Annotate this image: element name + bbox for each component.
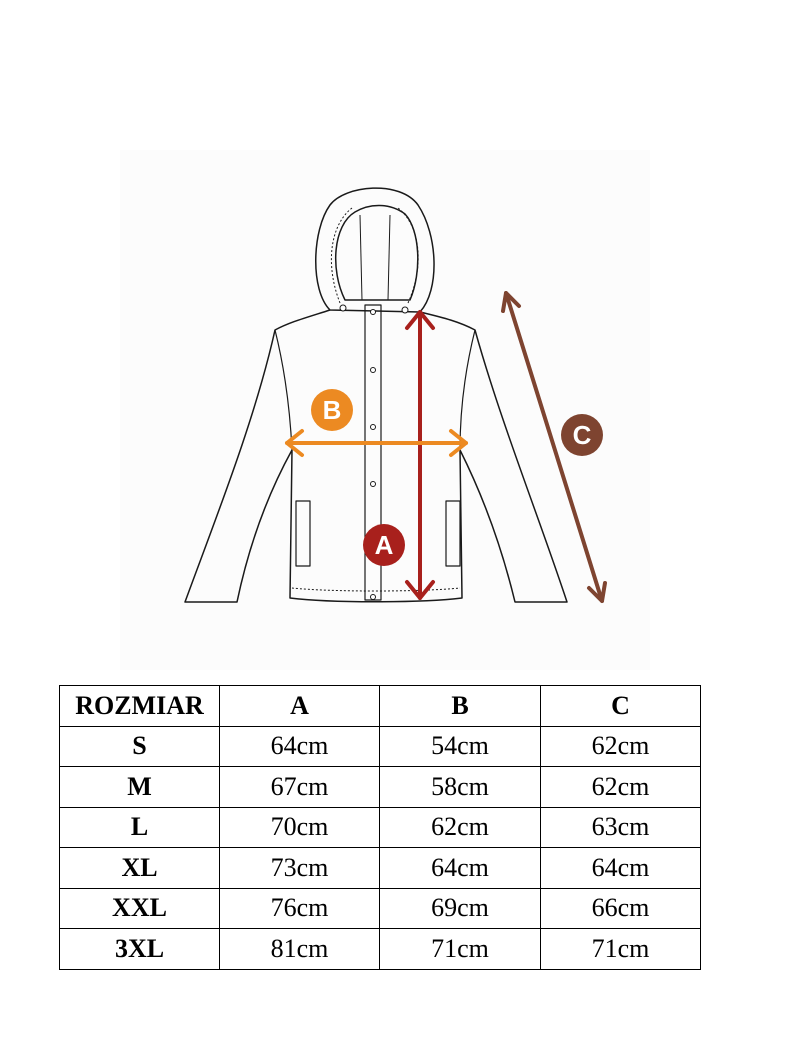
b-cell: 54cm — [380, 726, 541, 767]
header-a: A — [220, 686, 380, 727]
size-cell: XXL — [60, 888, 220, 929]
c-cell: 64cm — [541, 848, 701, 889]
size-cell: M — [60, 767, 220, 808]
b-cell: 64cm — [380, 848, 541, 889]
size-cell: XL — [60, 848, 220, 889]
a-cell: 76cm — [220, 888, 380, 929]
snap — [371, 368, 376, 373]
a-cell: 70cm — [220, 807, 380, 848]
c-cell: 66cm — [541, 888, 701, 929]
size-cell: L — [60, 807, 220, 848]
b-cell: 62cm — [380, 807, 541, 848]
figure-background — [120, 150, 650, 670]
header-b: B — [380, 686, 541, 727]
size-table — [59, 685, 701, 970]
size-cell: 3XL — [60, 929, 220, 970]
a-cell: 64cm — [220, 726, 380, 767]
c-cell: 62cm — [541, 726, 701, 767]
header-size: ROZMIAR — [60, 686, 220, 727]
table-row — [60, 726, 701, 767]
table-row — [60, 848, 701, 889]
size-cell: S — [60, 726, 220, 767]
b-cell: 69cm — [380, 888, 541, 929]
c-cell: 71cm — [541, 929, 701, 970]
marker-b — [311, 389, 353, 431]
b-cell: 71cm — [380, 929, 541, 970]
marker-c-label: C — [572, 420, 592, 450]
marker-a — [363, 524, 405, 566]
c-cell: 62cm — [541, 767, 701, 808]
marker-b-label: B — [322, 395, 342, 425]
header-c: C — [541, 686, 701, 727]
a-cell: 73cm — [220, 848, 380, 889]
table-row — [60, 807, 701, 848]
snap — [371, 595, 376, 600]
table-row — [60, 929, 701, 970]
table-header-row — [60, 686, 701, 727]
marker-c — [561, 414, 603, 456]
snap — [371, 425, 376, 430]
drawcord-toggle-right — [402, 307, 408, 313]
table-row — [60, 767, 701, 808]
snap — [371, 482, 376, 487]
marker-a-label: A — [374, 530, 394, 560]
jacket-figure — [120, 150, 650, 670]
table-row — [60, 888, 701, 929]
snap — [371, 310, 376, 315]
b-cell: 58cm — [380, 767, 541, 808]
drawcord-toggle-left — [340, 305, 346, 311]
c-cell: 63cm — [541, 807, 701, 848]
jacket-diagram — [120, 150, 650, 670]
a-cell: 81cm — [220, 929, 380, 970]
a-cell: 67cm — [220, 767, 380, 808]
